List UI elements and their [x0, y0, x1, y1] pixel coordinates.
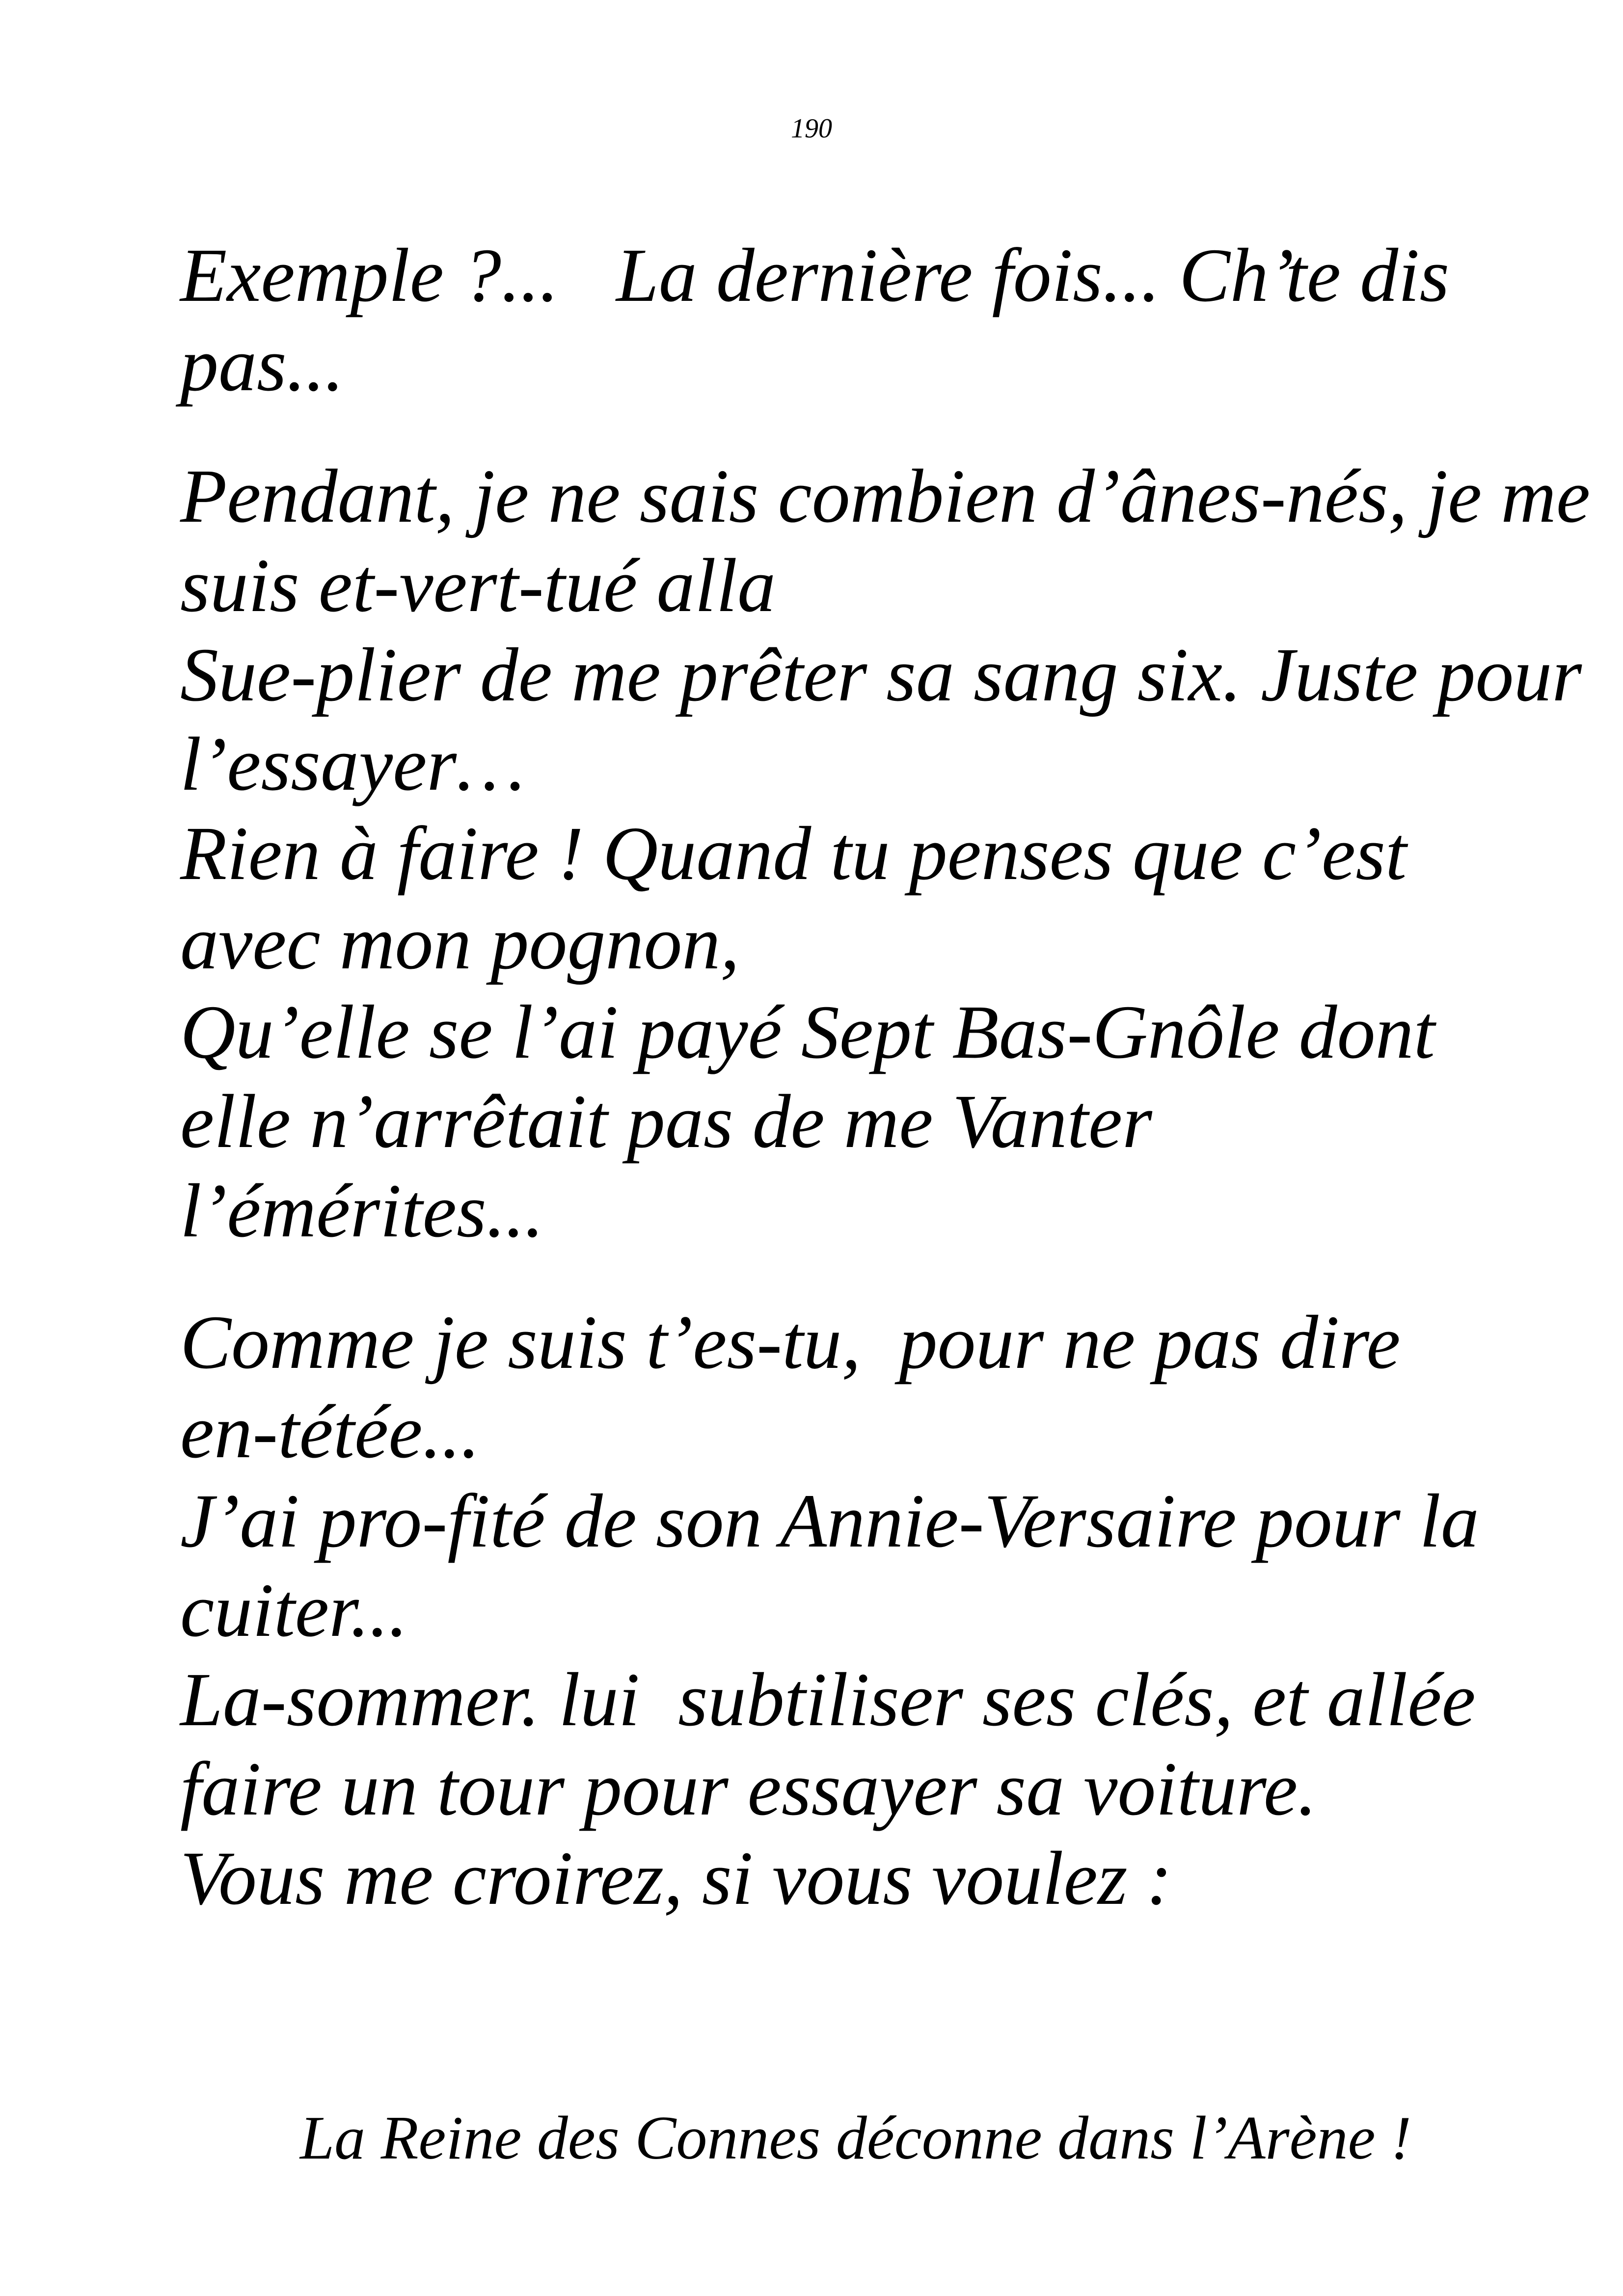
text-line: elle n’arrêtait pas de me Vanter	[180, 1079, 1152, 1164]
text-line: Vous me croirez, si vous voulez :	[180, 1836, 1172, 1921]
text-line: cuiter...	[180, 1568, 408, 1653]
page-number: 190	[791, 113, 832, 144]
body-text	[180, 231, 1591, 1923]
text-line: Comme je suis t’es-tu, pour ne pas dire	[180, 1300, 1401, 1385]
text-line: J’ai pro-fité de son Annie-Versaire pour la	[180, 1478, 1479, 1563]
stanza	[180, 452, 1591, 1255]
stanza	[180, 1298, 1555, 1923]
text-line: Sue-plier de me prêter sa sang six. Juste pour	[180, 632, 1582, 717]
text-line: l’essayer…	[180, 721, 525, 806]
page-footer: La Reine des Connes déconne dans l’Arène !	[300, 2104, 1411, 2172]
text-line: Exemple ?... La dernière fois... Ch’te dis	[180, 233, 1450, 318]
text-line: Rien à faire ! Quand tu penses que c’est	[180, 811, 1407, 896]
text-line: La-sommer. lui subtiliser ses clés, et allée	[180, 1657, 1476, 1742]
text-line: faire un tour pour essayer sa voiture.	[180, 1746, 1317, 1831]
text-line: pas...	[180, 322, 344, 407]
text-line: Qu’elle se l’ai payé Sept Bas-Gnôle dont	[180, 989, 1435, 1074]
text-line: l’émérites...	[180, 1168, 544, 1253]
text-line: en-tétée...	[180, 1389, 480, 1474]
text-line: suis et-vert-tué alla	[180, 543, 776, 628]
stanza	[180, 231, 1555, 409]
text-line: Pendant, je ne sais combien d’ânes-nés, je me	[180, 454, 1591, 538]
text-line: avec mon pognon,	[180, 900, 740, 985]
